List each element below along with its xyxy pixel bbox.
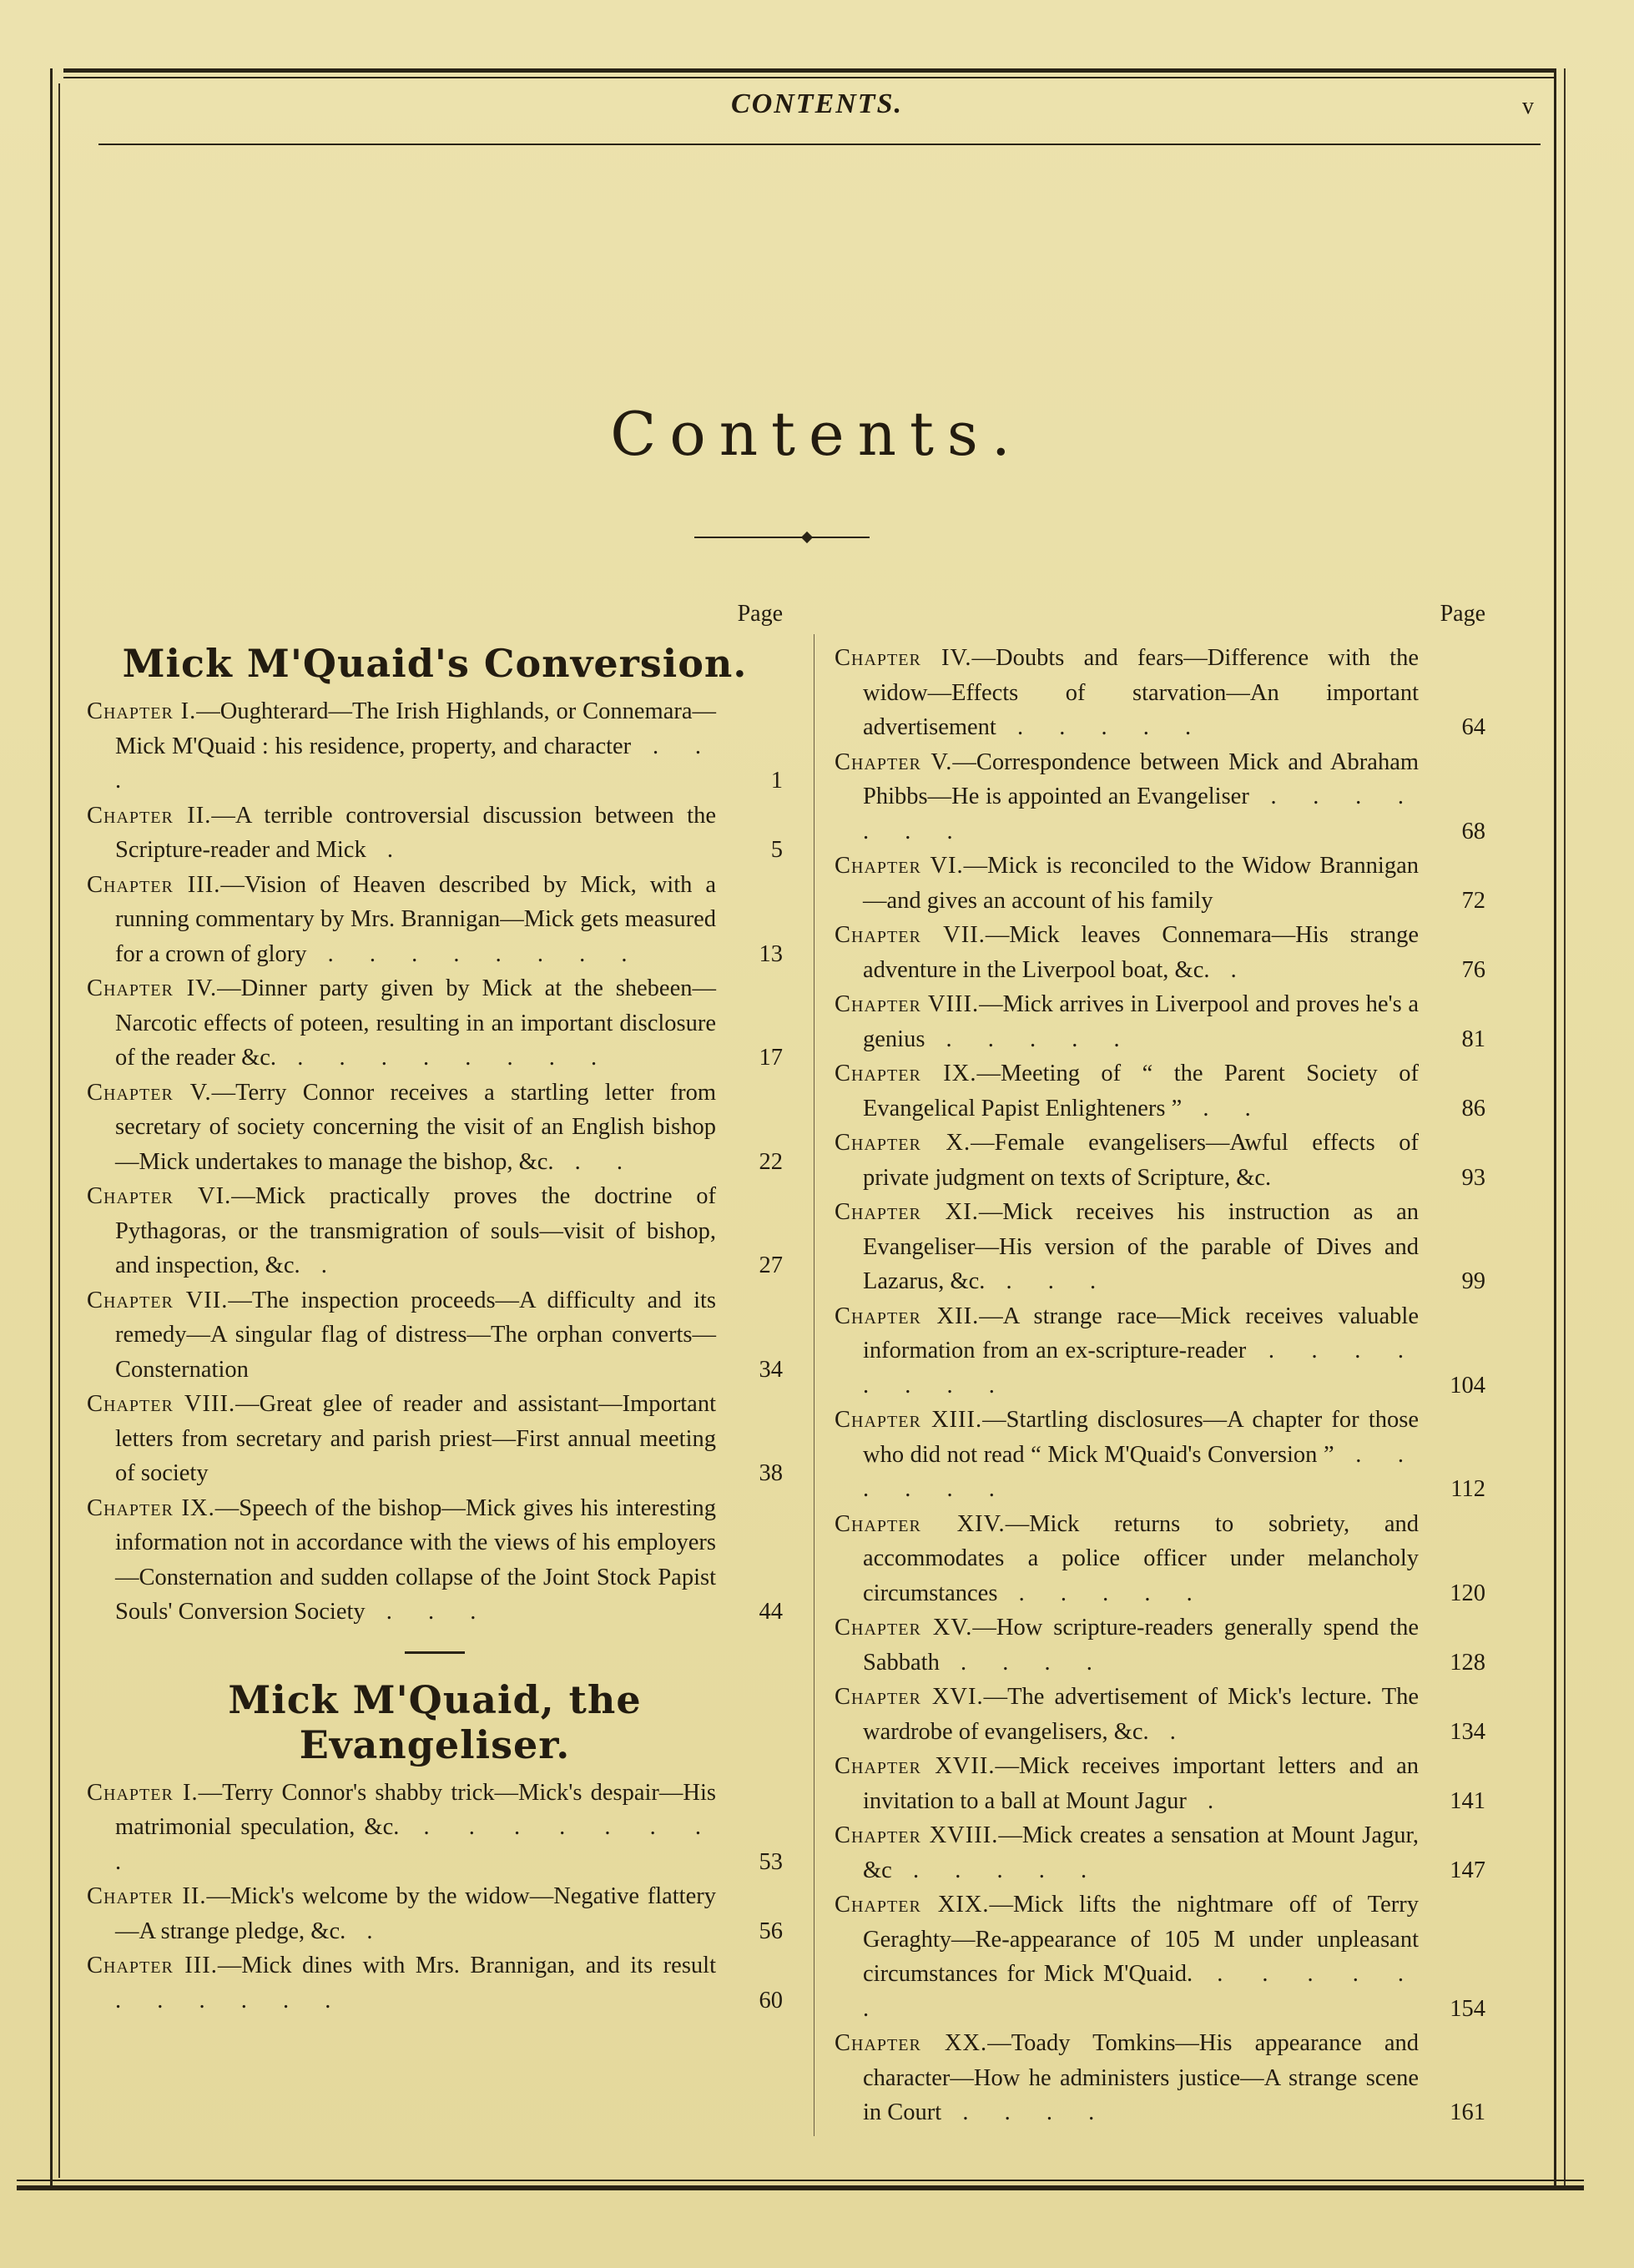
section-divider xyxy=(405,1651,465,1654)
left-column xyxy=(87,601,783,2018)
chapter-description: —Toady Tomkins—His appearance and character—How he administers justice—A strange scene in Court xyxy=(863,2030,1419,2125)
toc-entry[interactable] xyxy=(835,1126,1485,1195)
toc-entry-text xyxy=(87,1283,716,1388)
dot-leader: . . . . xyxy=(941,2099,1110,2125)
chapter-label: Chapter XVII. xyxy=(835,1753,996,1779)
top-border-thick xyxy=(63,68,1554,73)
chapter-description: —Mick receives his instruction as an Evangeliser—His version of the parable of Dives and Lazarus, &c. xyxy=(863,1199,1419,1294)
chapter-label: Chapter XVI. xyxy=(835,1684,984,1710)
toc-entry-text xyxy=(835,1887,1419,2026)
toc-entry[interactable] xyxy=(87,1076,783,1180)
chapter-description: —Mick arrives in Liverpool and proves he's a genius xyxy=(863,991,1419,1052)
toc-entry[interactable] xyxy=(835,1610,1485,1680)
toc-entry[interactable] xyxy=(835,1818,1485,1887)
dot-leader: . . . . . . xyxy=(863,1441,1420,1502)
chapter-label: Chapter XIX. xyxy=(835,1892,990,1918)
toc-entry[interactable] xyxy=(87,1179,783,1283)
dot-leader: . . . xyxy=(985,1268,1112,1294)
chapter-label: Chapter XI. xyxy=(835,1199,979,1225)
toc-entry-text xyxy=(835,1818,1419,1887)
chapter-description: —Doubts and fears—Difference with the widow—Effects of starvation—An important advertisement xyxy=(863,645,1419,740)
chapter-label: Chapter XII. xyxy=(835,1303,980,1329)
toc-entry-text xyxy=(87,1491,716,1630)
toc-entry-text xyxy=(835,1610,1419,1680)
page-reference: 76 xyxy=(1461,956,1485,983)
chapter-description: —A terrible controversial discussion between the Scripture-reader and Mick xyxy=(115,802,716,863)
chapter-description: —A strange race—Mick receives valuable information from an ex-scripture-reader xyxy=(863,1303,1420,1363)
toc-entry-text xyxy=(835,1056,1419,1126)
section-entries xyxy=(835,641,1485,2130)
page-reference: 112 xyxy=(1450,1476,1485,1502)
dot-leader: . . . . . . . . xyxy=(306,940,643,967)
toc-entry[interactable] xyxy=(835,745,1485,849)
dot-leader: . . xyxy=(1182,1095,1266,1121)
page-reference: 141 xyxy=(1450,1787,1485,1814)
toc-entry[interactable] xyxy=(87,1948,783,2018)
toc-entry[interactable] xyxy=(835,849,1485,918)
toc-entry[interactable] xyxy=(835,641,1485,745)
page-reference: 161 xyxy=(1450,2099,1485,2125)
header-rule xyxy=(98,144,1541,145)
chapter-label: Chapter XX. xyxy=(835,2030,988,2056)
toc-entry-text xyxy=(87,1879,716,1948)
dot-leader: . . . . . xyxy=(996,714,1207,740)
page-reference: 34 xyxy=(759,1356,783,1383)
chapter-description: —How scripture-readers generally spend the Sabbath xyxy=(863,1615,1419,1676)
dot-leader: . . . . . xyxy=(891,1857,1102,1883)
toc-entry-text xyxy=(87,971,716,1076)
page-reference: 154 xyxy=(1450,1995,1485,2022)
toc-entry[interactable] xyxy=(835,918,1485,987)
page-reference: 44 xyxy=(759,1599,783,1625)
page-reference: 38 xyxy=(759,1460,783,1486)
chapter-label: Chapter VI. xyxy=(87,1183,232,1209)
page-reference: 72 xyxy=(1461,887,1485,914)
chapter-label: Chapter VII. xyxy=(835,922,986,948)
page-reference: 5 xyxy=(770,837,783,863)
page-title: Contents. xyxy=(610,399,1024,469)
toc-entry[interactable] xyxy=(835,1749,1485,1818)
chapter-label: Chapter V. xyxy=(835,748,953,775)
dot-leader: . . . . xyxy=(939,1649,1107,1676)
chapter-description: —The inspection proceeds—A difficulty and its remedy—A singular flag of distress—The orphan converts—Consternation xyxy=(115,1287,716,1383)
toc-entry-text xyxy=(87,799,716,868)
section-entries xyxy=(87,1776,783,2019)
toc-entry[interactable] xyxy=(835,1056,1485,1126)
page-reference: 120 xyxy=(1450,1580,1485,1606)
chapter-description: —Mick receives important letters and an invitation to a ball at Mount Jagur xyxy=(863,1753,1419,1814)
chapter-description: —Mick practically proves the doctrine of Pythagoras, or the transmigration of souls—visit of bishop, and inspection, &c. xyxy=(115,1183,716,1278)
page-reference: 134 xyxy=(1450,1718,1485,1745)
chapter-label: Chapter VI. xyxy=(835,853,964,879)
chapter-description: —Mick's welcome by the widow—Negative flattery—A strange pledge, &c. xyxy=(115,1883,716,1944)
chapter-description: —The advertisement of Mick's lecture. The wardrobe of evangelisers, &c. xyxy=(863,1684,1419,1745)
dot-leader: . . . . . . xyxy=(115,1987,346,2013)
toc-entry-text xyxy=(835,1507,1419,1611)
chapter-description: —Terry Connor receives a startling letter from secretary of society concerning the visit of an English bishop—Mick undertakes to manage the bishop, &c. xyxy=(115,1079,716,1175)
bottom-border-thin xyxy=(17,2180,1584,2181)
toc-entry-text xyxy=(87,1776,716,1880)
page-reference: 13 xyxy=(759,940,783,967)
chapter-label: Chapter XIII. xyxy=(835,1407,983,1433)
section-title: Mick M'Quaid, the Evangeliser. xyxy=(228,1676,642,1767)
toc-entry-text xyxy=(835,2026,1419,2130)
right-border-thin xyxy=(1564,68,1566,2188)
chapter-label: Chapter III. xyxy=(87,871,221,898)
page-reference: 128 xyxy=(1450,1649,1485,1676)
toc-entry[interactable] xyxy=(835,1195,1485,1299)
page-reference: 81 xyxy=(1461,1026,1485,1052)
dot-leader: . . . . . xyxy=(925,1026,1135,1052)
toc-entry-text xyxy=(835,1680,1419,1749)
page-reference: 93 xyxy=(1461,1164,1485,1191)
dot-leader: . . . . . . . xyxy=(863,784,1419,844)
toc-entry[interactable] xyxy=(87,1491,783,1630)
chapter-description: —Speech of the bishop—Mick gives his interesting information not in accordance with the views of his employers—Consternation and sudden collapse of the Joint Stock Papist Souls' Conversion Society xyxy=(115,1494,716,1625)
right-border-thick xyxy=(1554,68,1556,2188)
page-reference: 22 xyxy=(759,1148,783,1175)
dot-leader: . xyxy=(1186,1787,1229,1814)
chapter-label: Chapter XIV. xyxy=(835,1510,1006,1537)
page-reference: 104 xyxy=(1450,1372,1485,1399)
chapter-label: Chapter X. xyxy=(835,1130,971,1156)
toc-entry-text xyxy=(87,1076,716,1180)
dot-leader: . . xyxy=(553,1148,638,1175)
toc-entry[interactable] xyxy=(87,799,783,868)
chapter-description: —Mick dines with Mrs. Brannigan, and its result xyxy=(217,1953,716,1978)
chapter-description: —Vision of Heaven described by Mick, with a running commentary by Mrs. Brannigan—Mick gets measured for a crown of glory xyxy=(115,871,716,967)
running-header xyxy=(100,88,1534,147)
chapter-label: Chapter I. xyxy=(87,1779,199,1806)
toc-entry[interactable] xyxy=(835,1299,1485,1404)
chapter-description: —Mick lifts the nightmare off of Terry Geraghty—Re-appearance of 105 M under unpleasant circumstances for Mick M'Quaid. xyxy=(863,1892,1419,1987)
dot-leader: . xyxy=(345,1918,388,1944)
dot-leader: . xyxy=(366,837,408,863)
chapter-label: Chapter I. xyxy=(87,698,197,724)
chapter-label: Chapter IX. xyxy=(87,1494,215,1521)
toc-entry[interactable] xyxy=(87,1879,783,1948)
chapter-description: —Startling disclosures—A chapter for those who did not read “ Mick M'Quaid's Conversion ” xyxy=(863,1407,1419,1468)
page-reference: 17 xyxy=(759,1045,783,1071)
chapter-description: —Mick creates a sensation at Mount Jagur, &c xyxy=(863,1822,1419,1883)
page-reference: 27 xyxy=(759,1252,783,1278)
toc-entry-text xyxy=(835,1195,1419,1299)
toc-entry-text xyxy=(87,1179,716,1283)
chapter-label: Chapter III. xyxy=(87,1953,218,1978)
toc-entry-text xyxy=(835,987,1419,1056)
dot-leader: . xyxy=(1209,956,1252,983)
toc-entry-text xyxy=(835,918,1419,987)
chapter-label: Chapter VII. xyxy=(87,1287,229,1313)
toc-entry-text xyxy=(835,745,1419,849)
chapter-description: —Terry Connor's shabby trick—Mick's despair—His matrimonial speculation, &c. xyxy=(115,1779,716,1840)
chapter-description: —Meeting of “ the Parent Society of Evangelical Papist Enlighteners ” xyxy=(863,1061,1419,1121)
toc-entry[interactable] xyxy=(835,1403,1485,1507)
toc-entry-text xyxy=(87,694,716,799)
page-column-label: Page xyxy=(1440,601,1485,627)
left-border-thin xyxy=(58,83,60,2178)
page-reference: 56 xyxy=(759,1918,783,1944)
toc-entry-text xyxy=(87,868,716,972)
toc-entry[interactable] xyxy=(87,971,783,1076)
right-column xyxy=(835,601,1485,2130)
toc-entry-text xyxy=(835,1403,1419,1507)
section-title: Mick M'Quaid's Conversion. xyxy=(122,641,748,686)
dot-leader: . . . xyxy=(365,1599,492,1625)
toc-entry-text xyxy=(835,1749,1419,1818)
chapter-description: —Correspondence between Mick and Abraham Phibbs—He is appointed an Evangeliser xyxy=(863,748,1420,809)
page-reference: 99 xyxy=(1461,1268,1485,1294)
chapter-label: Chapter XVIII. xyxy=(835,1822,999,1848)
toc-entry[interactable] xyxy=(87,868,783,972)
chapter-description: —Mick leaves Connemara—His strange adventure in the Liverpool boat, &c. xyxy=(863,922,1420,983)
chapter-description: —Female evangelisers—Awful effects of private judgment on texts of Scripture, &c. xyxy=(863,1130,1419,1191)
chapter-description: —Great glee of reader and assistant—Important letters from secretary and parish priest—First annual meeting of society xyxy=(115,1391,716,1486)
page-reference: 53 xyxy=(759,1848,783,1875)
toc-entry-text xyxy=(87,1948,716,2018)
chapter-description: —Mick returns to sobriety, and accommodates a police officer under melancholy circumstances xyxy=(863,1510,1419,1606)
page-reference: 64 xyxy=(1461,714,1485,740)
dot-leader: . . . . . . xyxy=(863,1961,1419,2022)
dot-leader: . xyxy=(1148,1718,1191,1745)
page-number: v xyxy=(1522,93,1534,119)
dot-leader: . . . . . . . . xyxy=(863,1338,1420,1399)
page-reference: 60 xyxy=(759,1987,783,2013)
chapter-label: Chapter IV. xyxy=(87,975,218,1001)
toc-entry-text xyxy=(835,1126,1419,1195)
toc-entry[interactable] xyxy=(87,694,783,799)
page-reference: 1 xyxy=(770,768,783,794)
toc-entry[interactable] xyxy=(835,1887,1485,2026)
page-column-label: Page xyxy=(737,601,783,627)
toc-entry-text xyxy=(87,1387,716,1491)
chapter-description: —Dinner party given by Mick at the shebeen—Narcotic effects of poteen, resulting in an important disclosure of the reader &c. xyxy=(115,975,716,1071)
toc-entry-text xyxy=(835,1299,1419,1404)
chapter-label: Chapter IX. xyxy=(835,1061,977,1086)
toc-entry[interactable] xyxy=(87,1283,783,1388)
dot-leader: . . . . . xyxy=(997,1580,1208,1606)
chapter-description: —Mick is reconciled to the Widow Brannigan—and gives an account of his family xyxy=(863,853,1419,914)
chapter-label: Chapter V. xyxy=(87,1079,212,1106)
section-entries xyxy=(87,694,783,1630)
toc-entry[interactable] xyxy=(87,1776,783,1880)
running-title: CONTENTS. xyxy=(731,88,903,119)
chapter-label: Chapter VIII. xyxy=(835,991,980,1017)
chapter-description: —Oughterard—The Irish Highlands, or Connemara—Mick M'Quaid : his residence, property, and character xyxy=(115,698,716,759)
toc-entry[interactable] xyxy=(87,1387,783,1491)
dot-leader: . . . xyxy=(115,733,717,794)
bottom-border-thick xyxy=(17,2185,1584,2190)
chapter-label: Chapter II. xyxy=(87,1883,207,1909)
toc-entry[interactable] xyxy=(835,1507,1485,1611)
page-reference: 147 xyxy=(1450,1857,1485,1883)
left-border-thick xyxy=(50,68,53,2188)
title-ornament-rule xyxy=(694,537,870,538)
page-reference: 68 xyxy=(1461,818,1485,844)
chapter-label: Chapter IV. xyxy=(835,645,972,671)
dot-leader: . . . . . . . . xyxy=(115,1814,716,1875)
chapter-label: Chapter VIII. xyxy=(87,1391,236,1417)
top-border-thin xyxy=(63,77,1554,78)
toc-entry-text xyxy=(835,641,1419,745)
toc-entry[interactable] xyxy=(835,1680,1485,1749)
dot-leader: . . . . . . . . xyxy=(276,1045,613,1071)
toc-entry-text xyxy=(835,849,1419,918)
toc-entry[interactable] xyxy=(835,987,1485,1056)
toc-entry[interactable] xyxy=(835,2026,1485,2130)
chapter-label: Chapter XV. xyxy=(835,1615,973,1641)
chapter-label: Chapter II. xyxy=(87,802,212,829)
dot-leader: . xyxy=(300,1252,342,1278)
page-reference: 86 xyxy=(1461,1095,1485,1121)
